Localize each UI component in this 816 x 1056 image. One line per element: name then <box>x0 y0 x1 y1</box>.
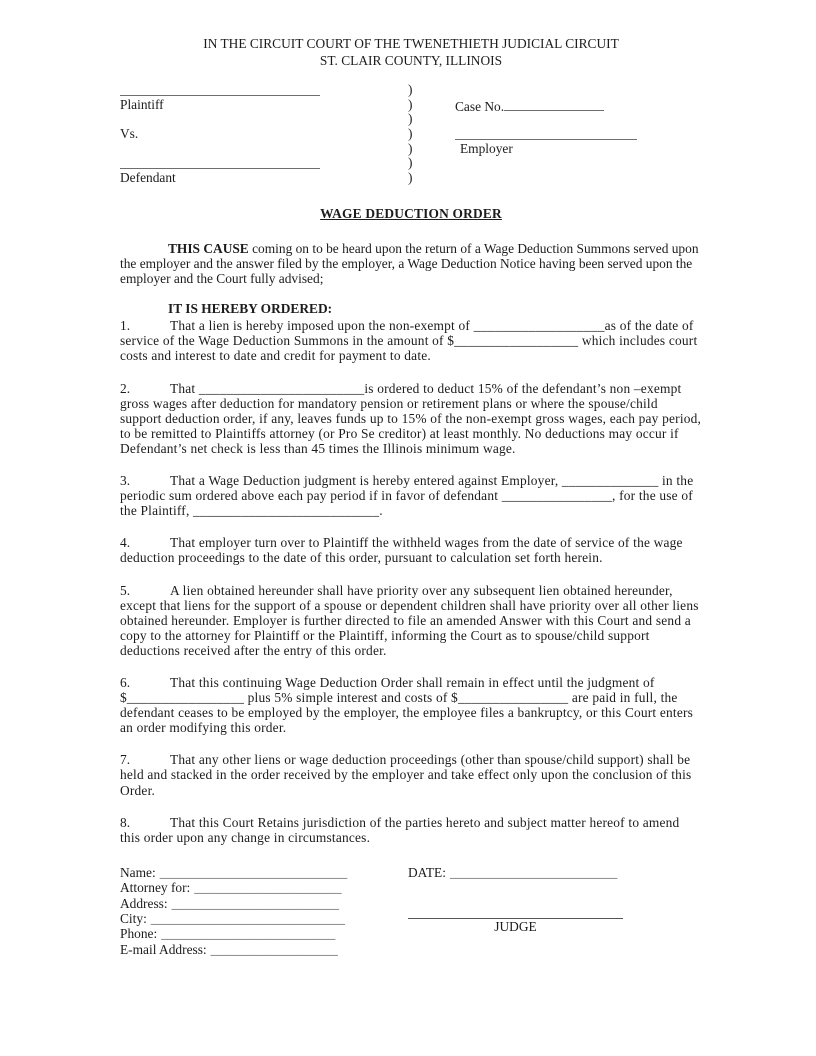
intro-lead: THIS CAUSE <box>168 240 249 256</box>
item-number: 3. <box>120 473 131 489</box>
court-name: IN THE CIRCUIT COURT OF THE TWENETHIETH JUDICIAL CIRCUIT <box>203 36 619 51</box>
item-number: 7. <box>120 752 131 768</box>
attorney-info-block <box>120 865 408 957</box>
item-text: That this Court Retains jurisdiction of the parties hereto and subject matter hereof to amend this order upon any change in circumstances. <box>120 814 680 845</box>
item-number: 5. <box>120 582 131 598</box>
address-label: Address: <box>120 895 168 911</box>
item-number: 8. <box>120 814 131 830</box>
name-field: ____________________________ <box>159 864 348 880</box>
case-no-label: Case No. <box>455 98 505 114</box>
paren-glyph: ) <box>408 126 413 142</box>
order-item-1 <box>120 318 702 363</box>
date-field: _________________________ <box>449 864 618 880</box>
case-no-field <box>504 98 604 111</box>
phone-field: __________________________ <box>161 926 336 942</box>
order-item-2 <box>120 381 702 456</box>
document-title: WAGE DEDUCTION ORDER <box>320 205 502 221</box>
phone-field-row <box>120 926 408 941</box>
item-text: That ________________________is ordered to deduct 15% of the defendant’s non –exempt gross wages after deduction for mandatory pension or retirement plans or where the spouse/child support deduction order, if any, leaves funds up to 15% of the non-exempt gross wages, each pay period, to be remitted to Plaintiffs attorney (or Pro Se creditor) at least monthly. No deductions may occur if Defendant’s net check is less than 45 times the Illinois minimum wage. <box>120 380 702 456</box>
item-text: That a lien is hereby imposed upon the non-exempt of ___________________as of the date of service of the Wage Deduction Summons in the amount of $__________________ which includes court costs and interest to date and credit for payment to date. <box>120 318 698 364</box>
document-content <box>120 36 702 957</box>
attorney-for-label: Attorney for: <box>120 880 191 896</box>
item-text: That a Wage Deduction judgment is hereby entered against Employer, ______________ in the periodic sum ordered above each pay period if in favor of defendant ________________, for the use of the Plaintiff, ___________________________. <box>120 473 694 519</box>
date-field-row <box>408 865 702 880</box>
paren-glyph: ) <box>408 140 413 156</box>
paren-glyph: ) <box>408 170 413 186</box>
phone-label: Phone: <box>120 926 158 942</box>
address-field: _________________________ <box>171 895 339 911</box>
item-text: That any other liens or wage deduction proceedings (other than spouse/child support) shall be held and stacked in the order received by the employer and take effect only upon the conclusion of this Order. <box>120 752 692 798</box>
order-item-8 <box>120 815 702 845</box>
paren-glyph: ) <box>408 96 413 112</box>
city-field-row <box>120 911 408 926</box>
email-field-row <box>120 942 408 957</box>
attorney-for-field: ______________________ <box>194 880 342 896</box>
caption-parens <box>408 83 455 186</box>
court-header <box>120 36 702 69</box>
intro-text: coming on to be heard upon the return of a Wage Deduction Summons served upon the employer and the answer filed by the employer, a Wage Deduction Notice having been served upon the employer and the Court fully advised; <box>120 240 699 287</box>
address-field-row <box>120 896 408 911</box>
order-item-5 <box>120 583 702 658</box>
vs-label: Vs. <box>120 126 139 142</box>
order-item-6 <box>120 675 702 735</box>
attorney-for-field-row <box>120 880 408 895</box>
name-label: Name: <box>120 864 156 880</box>
paren-glyph: ) <box>408 82 413 97</box>
defendant-label: Defendant <box>120 170 176 186</box>
order-item-4 <box>120 535 702 565</box>
item-text: That employer turn over to Plaintiff the withheld wages from the date of service of the wage deduction proceedings to the date of this order, pursuant to calculation set forth herein. <box>120 535 683 566</box>
item-text: A lien obtained hereunder shall have priority over any subsequent lien obtained hereunder, except that liens for the support of a spouse or dependent children shall have priority over all other liens obtained hereunder. Employer is further directed to file an amended Answer with this Court and send a copy to the attorney for Plaintiff or the Plaintiff, informing the Court as to spouse/child support deductions received after the entry of this order. <box>120 582 699 658</box>
court-county: ST. CLAIR COUNTY, ILLINOIS <box>319 52 503 68</box>
defendant-name-field <box>120 156 320 169</box>
item-text: That this continuing Wage Deduction Order shall remain in effect until the judgment of $_________________ plus 5% simple interest and costs of $________________ are paid in full, the defendant ceases to be employed by the employer, the employee files a bankruptcy, or this Court enters an order modifying this order. <box>120 674 694 736</box>
date-label: DATE: <box>408 864 446 880</box>
order-item-3 <box>120 473 702 518</box>
plaintiff-label: Plaintiff <box>120 96 164 112</box>
employer-name-field <box>455 127 637 140</box>
email-label: E-mail Address: <box>120 941 207 957</box>
item-number: 4. <box>120 535 131 551</box>
judge-signature-block <box>408 865 702 957</box>
intro-paragraph <box>120 241 702 286</box>
signature-block <box>120 865 702 957</box>
item-number: 1. <box>120 318 131 334</box>
caption-parties <box>120 83 408 186</box>
caption-case-info <box>455 83 702 186</box>
case-caption <box>120 83 702 186</box>
item-number: 2. <box>120 380 131 396</box>
employer-label: Employer <box>460 140 513 156</box>
ordered-heading: IT IS HEREBY ORDERED: <box>168 301 333 317</box>
paren-glyph: ) <box>408 155 413 171</box>
plaintiff-name-field <box>120 83 320 96</box>
judge-label: JUDGE <box>494 919 537 935</box>
city-label: City: <box>120 911 147 927</box>
order-item-7 <box>120 752 702 797</box>
item-number: 6. <box>120 674 131 690</box>
paren-glyph: ) <box>408 111 413 127</box>
name-field-row <box>120 865 408 880</box>
email-field: ___________________ <box>210 941 338 957</box>
city-field: _____________________________ <box>150 911 345 927</box>
